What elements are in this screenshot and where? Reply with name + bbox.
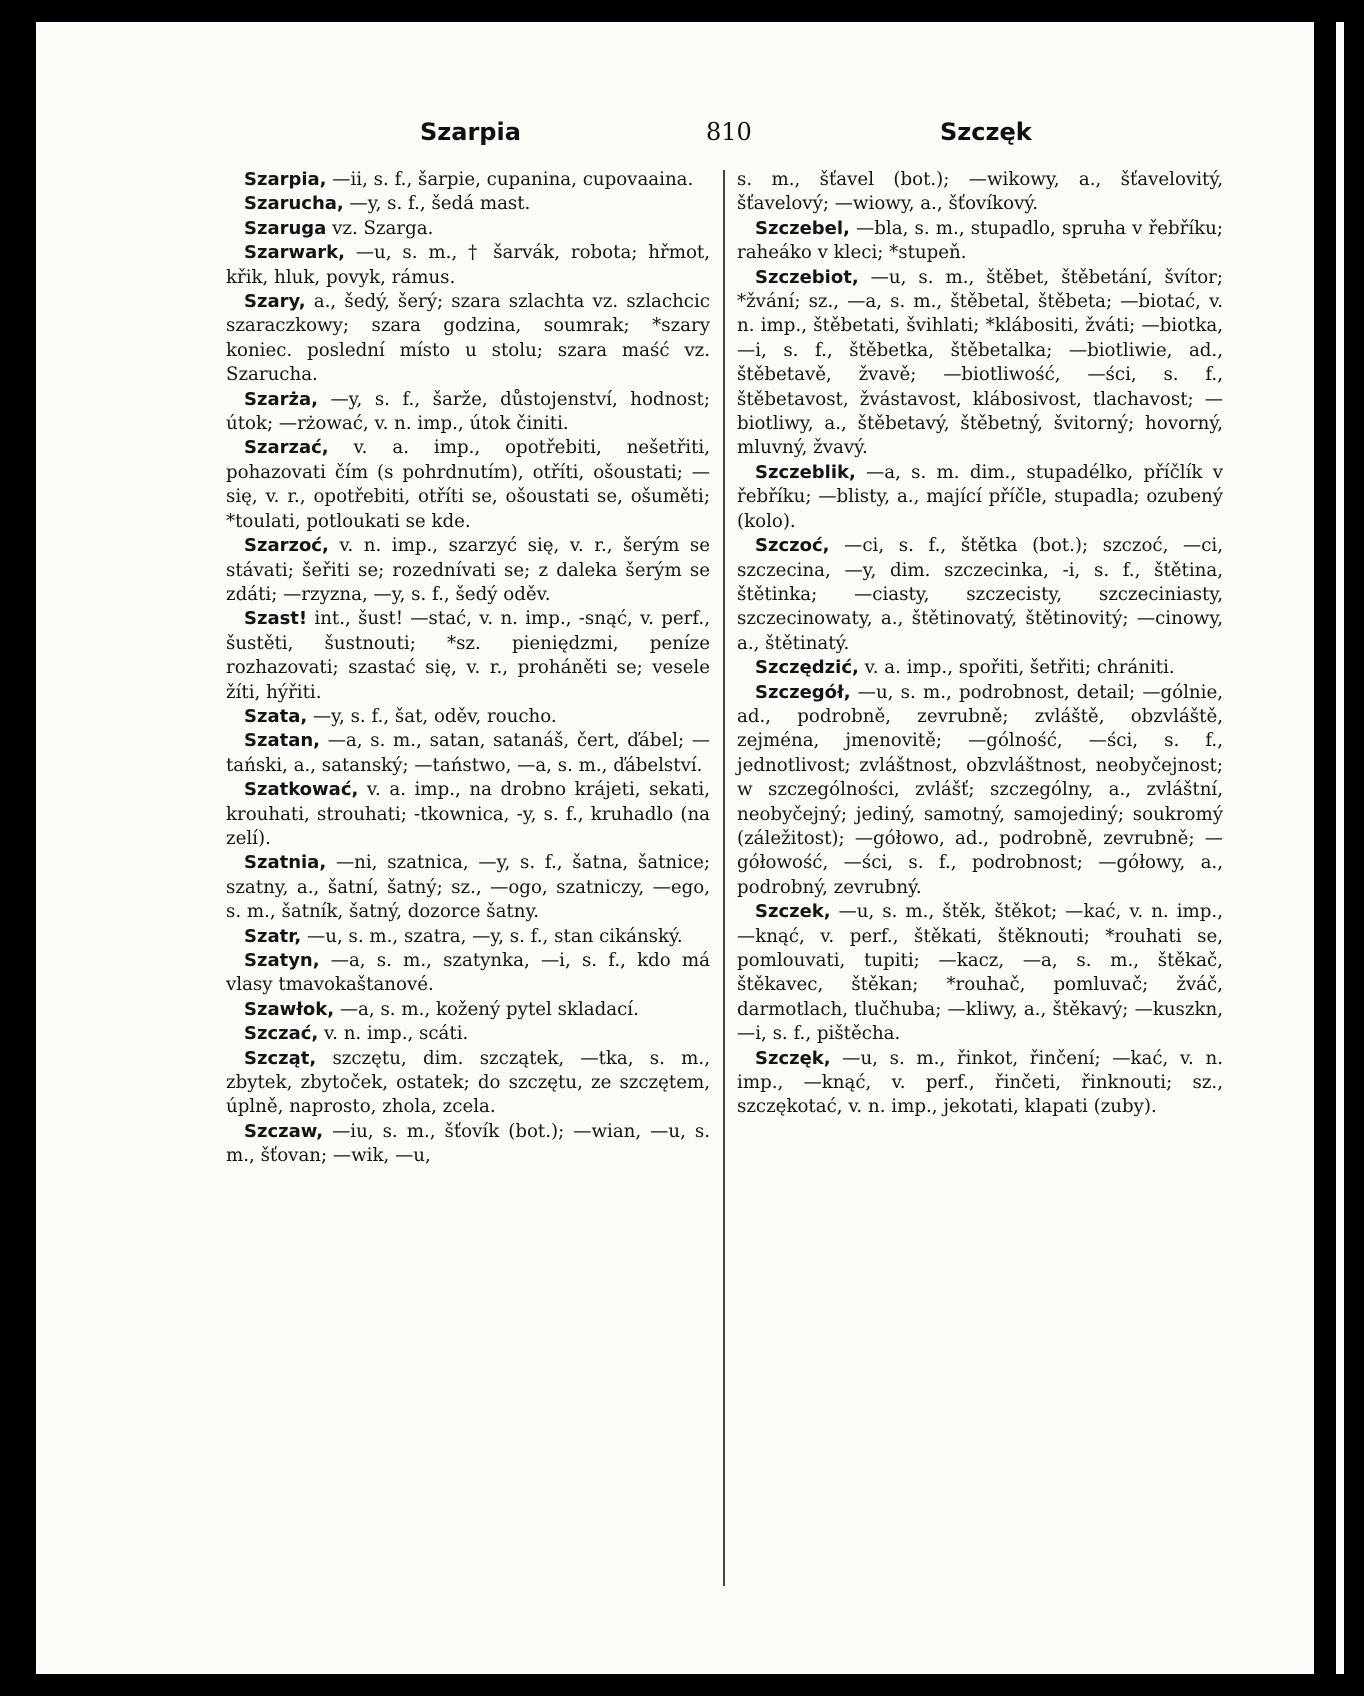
dictionary-entry [226,949,710,998]
dictionary-entry [226,998,710,1022]
dictionary-entry [226,1047,710,1120]
dictionary-entry [737,168,1223,217]
column-divider [723,170,725,1586]
dictionary-entry [226,388,710,437]
header-left-guideword: Szarpia [420,118,521,146]
entry-definition: —y, s. f., šarže, důstojenství, hodnost; útok; —rżować, v. n. imp., útok činiti. [226,388,710,435]
dictionary-entry [226,241,710,290]
entry-headword: Szata, [244,705,308,727]
dictionary-entry [226,925,710,949]
entry-definition: v. n. imp., szarzyć się, v. r., šerým se stávati; šeřiti se; rozednívati se; z daleka šerým se zdáti; —rzyzna, —y, s. f., šedý oděv. [226,535,710,605]
dictionary-entry [737,900,1223,1046]
entry-headword: Szatan, [244,730,320,752]
entry-definition: —u, s. m., štěbet, štěbetání, švítor; *žvání; sz., —a, s. m., štěbetal, štěbeta; —biotać, v. n. imp., štěbetati, švihlati; *klábositi, žváti; —biotka, —i, s. f., štěbetka, štěbetalka; —biotliwie, ad., štěbetavě, žvavě; —biotliwość, —ści, s. f., štěbetavost, žvástavost, klábosivost, tlachavost; —biotliwy, a., štěbetavý, štěbetný, švitorný; hovorný, mluvný, žvavý. [737,266,1223,459]
entry-definition: —ci, s. f., štětka (bot.); szczoć, —ci, szczecina, —y, dim. szczecinka, -i, s. f., štětina, štětinka; —ciasty, szczecisty, szczeciniasty, szczecinowaty, a., štětinovatý, štětinovitý; —cinowy, a., štětinatý. [737,535,1223,654]
entry-definition: —u, s. m., szatra, —y, s. f., stan cikánský. [301,925,683,947]
entry-headword: Szarwark, [244,242,345,264]
entry-definition: s. m., šťavel (bot.); —wikowy, a., šťavelovitý, šťavelový; —wiowy, a., šťovíkový. [737,169,1223,215]
entry-headword: Szczebel, [755,217,850,239]
dictionary-entry [737,656,1223,680]
dictionary-entry [737,1047,1223,1120]
entry-definition: vz. Szarga. [326,217,434,239]
dictionary-entry [737,681,1223,901]
dictionary-entry [226,192,710,216]
header-right-guideword: Szczęk [940,118,1032,146]
entry-definition: —u, s. m., podrobnost, detail; —gólnie, ad., podrobně, zevrubně; zvláště, obzvláště, zejména, jmenovitě; —gólność, —ści, s. f., jednotlivost; zvláštnost, obzvláštnost, neobyčejnost; w szczególności, zvlášť; szczególny, a., zvláštní, neobyčejný; jediný, samotný, samojediný; soukromý (záležitost); —gółowo, ad., podrobně, zevrubně; —gółowość, —ści, s. f., podrobnost; —gółowy, a., podrobný, zevrubný. [737,681,1223,898]
entry-headword: Szarża, [244,388,318,410]
right-column [737,168,1223,1120]
entry-headword: Szarpia, [244,169,327,190]
entry-definition: —iu, s. m., šťovík (bot.); —wian, —u, s. m., šťovan; —wik, —u, [226,1120,710,1167]
dictionary-entry [226,778,710,851]
dictionary-entry [226,290,710,388]
adjacent-page-edge [1336,22,1344,1674]
entry-headword: Szczać, [244,1023,319,1045]
entry-headword: Szczęk, [755,1047,831,1069]
dictionary-entry [226,436,710,534]
entry-definition: v. a. imp., opotřebiti, nešetřiti, pohazovati čím (s pohrdnutím), otříti, ošoustati; — się, v. r., opotřebiti, otříti se, ošoustati se, ošuměti; *toulati, potloukati se kde. [226,437,710,532]
entry-headword: Szczebiot, [755,266,859,288]
dictionary-entry [226,1120,710,1169]
dictionary-entry [226,534,710,607]
dictionary-entry [226,729,710,778]
entry-headword: Szczędzić, [755,657,859,679]
entry-definition: —y, s. f., šedá mast. [343,193,531,215]
entry-headword: Szarzać, [244,437,329,459]
entry-definition: int., šust! —stać, v. n. imp., -snąć, v. perf., šustěti, šustnouti; *sz. pieniędzmi, peníze rozhazovati; szastać się, v. r., proháněti se; vesele žíti, hýřiti. [226,608,710,703]
entry-definition: —u, s. m., řinkot, řinčení; —kać, v. n. imp., —knąć, v. perf., řinčeti, řinknouti; sz., szczękotać, v. n. imp., jekotati, klapati (zuby). [737,1047,1223,1118]
entry-definition: szczętu, dim. szczątek, —tka, s. m., zbytek, zbytoček, ostatek; do szczętu, ze szczętem, úplně, naprosto, zhola, zcela. [226,1047,710,1118]
page-header [420,118,1040,158]
entry-headword: Szatkować, [244,779,359,801]
dictionary-entry [737,534,1223,656]
entry-definition: —a, s. m. dim., stupadélko, příčlík v řebříku; —blisty, a., mající příčle, stupadla; ozubený (kolo). [737,461,1223,532]
entry-headword: Szatnia, [244,852,327,874]
entry-headword: Szaruga [244,217,327,239]
entry-headword: Szczaw, [244,1120,324,1142]
entry-headword: Szary, [244,291,306,313]
dictionary-entry [226,607,710,705]
entry-headword: Szcząt, [244,1047,317,1069]
dictionary-entry [737,266,1223,461]
entry-headword: Szczoć, [755,535,830,557]
entry-headword: Szczeblik, [755,461,856,483]
entry-definition: —ii, s. f., šarpie, cupanina, cupovaaina. [326,169,694,190]
entry-definition: —ni, szatnica, —y, s. f., šatna, šatnice; szatny, a., šatní, šatný; sz., —ogo, szatniczy, —ego, s. m., šatník, šatný, dozorce šatny. [226,852,710,923]
entry-definition: v. n. imp., scáti. [318,1023,469,1045]
left-column [226,168,710,1169]
dictionary-entry [226,1022,710,1046]
entry-headword: Szarzoć, [244,535,329,557]
entry-headword: Szczegół, [755,681,851,703]
entry-definition: —u, s. m., † šarvák, robota; hřmot, křik, hluk, povyk, rámus. [226,242,710,288]
entry-definition: —bla, s. m., stupadlo, spruha v řebříku; raheáko v kleci; *stupeň. [737,217,1223,264]
dictionary-entry [226,168,710,192]
dictionary-entry [737,461,1223,534]
entry-headword: Szarucha, [244,193,344,215]
entry-definition: v. a. imp., spořiti, šetřiti; chrániti. [858,657,1175,679]
entry-headword: Szatyn, [244,950,320,971]
entry-headword: Szast! [244,608,308,630]
dictionary-entry [226,217,710,241]
page-number: 810 [706,118,752,146]
entry-definition: —y, s. f., šat, oděv, roucho. [307,705,557,727]
entry-definition: —u, s. m., štěk, štěkot; —kać, v. n. imp., —knąć, v. perf., štěkati, štěknouti; *rouhati se, pomlouvati, tupiti; —kacz, —a, s. m., štěkač, štěkavec, štěkan; *rouhač, pomluvač; žváč, darmotlach, tlučhuba; —kliwy, a., štěkavý; —kuszkn, —i, s. f., pištěcha. [737,901,1223,1045]
entry-headword: Szawłok, [244,998,335,1020]
entry-definition: —a, s. m., satan, satanáš, čert, ďábel; —tański, a., satanský; —taństwo, —a, s. m., ďábelství. [226,730,710,776]
dictionary-entry [226,851,710,924]
dictionary-entry [737,217,1223,266]
dictionary-entry [226,705,710,729]
entry-definition: —a, s. m., kožený pytel skladací. [334,998,639,1020]
entry-headword: Szatr, [244,925,302,947]
entry-definition: a., šedý, šerý; szara szlachta vz. szlachcic szaraczkowy; szara godzina, soumrak; *szary koniec. poslední místo u stolu; szara maść vz. Szarucha. [226,291,710,386]
entry-definition: v. a. imp., na drobno krájeti, sekati, krouhati, strouhati; -tkownica, -y, s. f., kruhadlo (na zelí). [226,779,710,849]
entry-definition: —a, s. m., szatynka, —i, s. f., kdo má vlasy tmavokaštanové. [226,950,710,996]
entry-headword: Szczek, [755,901,831,923]
